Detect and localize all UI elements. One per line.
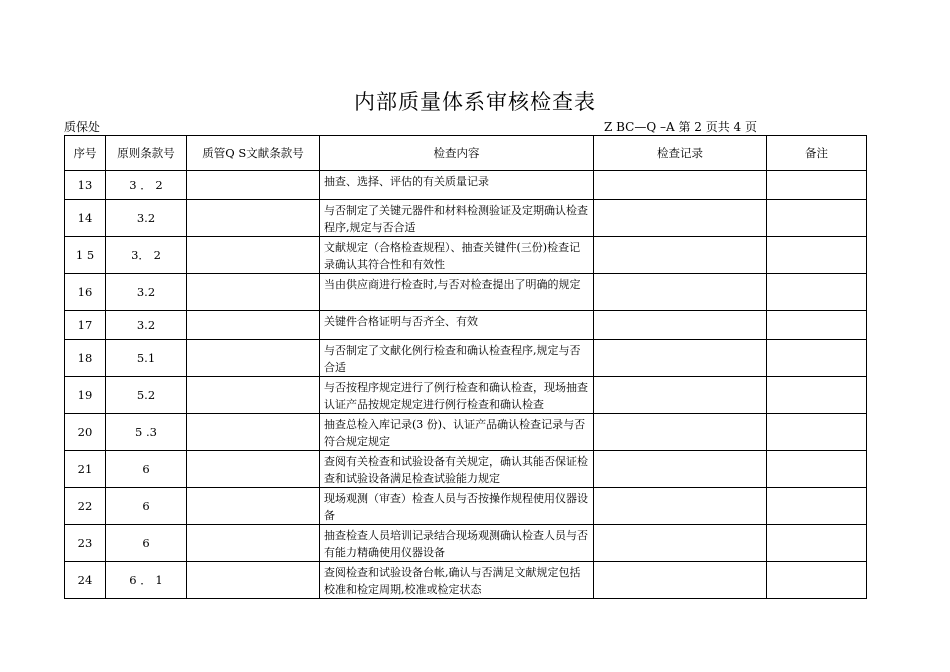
- cell-clause: 3.2: [106, 311, 187, 340]
- table-row: [65, 414, 867, 451]
- cell-record[interactable]: [594, 274, 767, 311]
- cell-record[interactable]: [594, 311, 767, 340]
- cell-remark[interactable]: [767, 451, 867, 488]
- column-header-qs-clause: 质管Q S文献条款号: [187, 136, 320, 171]
- cell-record[interactable]: [594, 377, 767, 414]
- cell-content: 与否制定了文献化例行检查和确认检查程序,规定与否合适: [320, 340, 594, 377]
- cell-no: 19: [65, 377, 106, 414]
- cell-remark[interactable]: [767, 237, 867, 274]
- cell-remark[interactable]: [767, 311, 867, 340]
- table-row: [65, 200, 867, 237]
- cell-no: 21: [65, 451, 106, 488]
- cell-clause: 6: [106, 488, 187, 525]
- cell-qs-clause: [187, 340, 320, 377]
- cell-content: 与否按程序规定进行了例行检查和确认检查，现场抽查认证产品按规定规定进行例行检查和确认检查: [320, 377, 594, 414]
- cell-no: 23: [65, 525, 106, 562]
- cell-content: 抽查、选择、评估的有关质量记录: [320, 171, 594, 200]
- table-row: [65, 525, 867, 562]
- cell-clause: 6: [106, 525, 187, 562]
- table-row: [65, 171, 867, 200]
- cell-clause: 6 ． 1: [106, 562, 187, 599]
- cell-content: 查阅检查和试验设备台帐,确认与否满足文献规定包括校准和检定周期,校准或检定状态: [320, 562, 594, 599]
- cell-clause: 5 .3: [106, 414, 187, 451]
- cell-clause: 3.2: [106, 200, 187, 237]
- table-row: [65, 488, 867, 525]
- cell-no: 18: [65, 340, 106, 377]
- cell-record[interactable]: [594, 237, 767, 274]
- cell-remark[interactable]: [767, 340, 867, 377]
- cell-remark[interactable]: [767, 525, 867, 562]
- column-header-record: 检查记录: [594, 136, 767, 171]
- cell-clause: 6: [106, 451, 187, 488]
- column-header-remark: 备注: [767, 136, 867, 171]
- cell-clause: 5.1: [106, 340, 187, 377]
- cell-remark[interactable]: [767, 488, 867, 525]
- cell-qs-clause: [187, 377, 320, 414]
- cell-no: 22: [65, 488, 106, 525]
- cell-remark[interactable]: [767, 171, 867, 200]
- table-row: [65, 451, 867, 488]
- cell-qs-clause: [187, 171, 320, 200]
- cell-remark[interactable]: [767, 274, 867, 311]
- cell-clause: 3 ． 2: [106, 171, 187, 200]
- cell-record[interactable]: [594, 414, 767, 451]
- cell-remark[interactable]: [767, 200, 867, 237]
- cell-remark[interactable]: [767, 377, 867, 414]
- cell-remark[interactable]: [767, 414, 867, 451]
- department-label: 质保处: [64, 120, 101, 134]
- cell-qs-clause: [187, 414, 320, 451]
- cell-content: 抽查检查人员培训记录结合现场观测确认检查人员与否有能力精确使用仪器设备: [320, 525, 594, 562]
- table-row: [65, 377, 867, 414]
- cell-qs-clause: [187, 311, 320, 340]
- table-row: [65, 311, 867, 340]
- cell-record[interactable]: [594, 562, 767, 599]
- cell-qs-clause: [187, 200, 320, 237]
- cell-no: 13: [65, 171, 106, 200]
- cell-clause: 5.2: [106, 377, 187, 414]
- cell-clause: 3． 2: [106, 237, 187, 274]
- table-row: [65, 340, 867, 377]
- cell-clause: 3.2: [106, 274, 187, 311]
- cell-record[interactable]: [594, 340, 767, 377]
- cell-record[interactable]: [594, 171, 767, 200]
- cell-content: 文献规定（合格检查规程）、抽查关键件(三份)检查记录确认其符合性和有效性: [320, 237, 594, 274]
- cell-no: 1 5: [65, 237, 106, 274]
- table-row: [65, 562, 867, 599]
- cell-content: 查阅有关检查和试验设备有关规定，确认其能否保证检查和试验设备满足检查试验能力规定: [320, 451, 594, 488]
- cell-record[interactable]: [594, 200, 767, 237]
- cell-qs-clause: [187, 562, 320, 599]
- cell-no: 14: [65, 200, 106, 237]
- cell-content: 与否制定了关键元器件和材料检测验证及定期确认检查程序,规定与否合适: [320, 200, 594, 237]
- cell-content: 当由供应商进行检查时,与否对检查提出了明确的规定: [320, 274, 594, 311]
- cell-no: 17: [65, 311, 106, 340]
- cell-no: 16: [65, 274, 106, 311]
- cell-remark[interactable]: [767, 562, 867, 599]
- cell-qs-clause: [187, 274, 320, 311]
- cell-content: 关键件合格证明与否齐全、有效: [320, 311, 594, 340]
- cell-no: 20: [65, 414, 106, 451]
- cell-qs-clause: [187, 525, 320, 562]
- document-number: Z BC—Q –A 第 2 页共 4 页: [603, 120, 757, 134]
- cell-qs-clause: [187, 451, 320, 488]
- page-title: 内部质量体系审核检查表: [354, 90, 596, 114]
- cell-record[interactable]: [594, 488, 767, 525]
- cell-qs-clause: [187, 237, 320, 274]
- cell-qs-clause: [187, 488, 320, 525]
- audit-checklist-table: [64, 135, 867, 599]
- table-row: [65, 274, 867, 311]
- cell-content: 抽查总检入库记录(3 份)、认证产品确认检查记录与否符合规定规定: [320, 414, 594, 451]
- column-header-no: 序号: [65, 136, 106, 171]
- cell-record[interactable]: [594, 525, 767, 562]
- column-header-content: 检查内容: [320, 136, 594, 171]
- table-row: [65, 237, 867, 274]
- cell-record[interactable]: [594, 451, 767, 488]
- table-header-row: [65, 136, 867, 171]
- cell-no: 24: [65, 562, 106, 599]
- column-header-clause: 原则条款号: [106, 136, 187, 171]
- cell-content: 现场观测（审查）检查人员与否按操作规程使用仪器设备: [320, 488, 594, 525]
